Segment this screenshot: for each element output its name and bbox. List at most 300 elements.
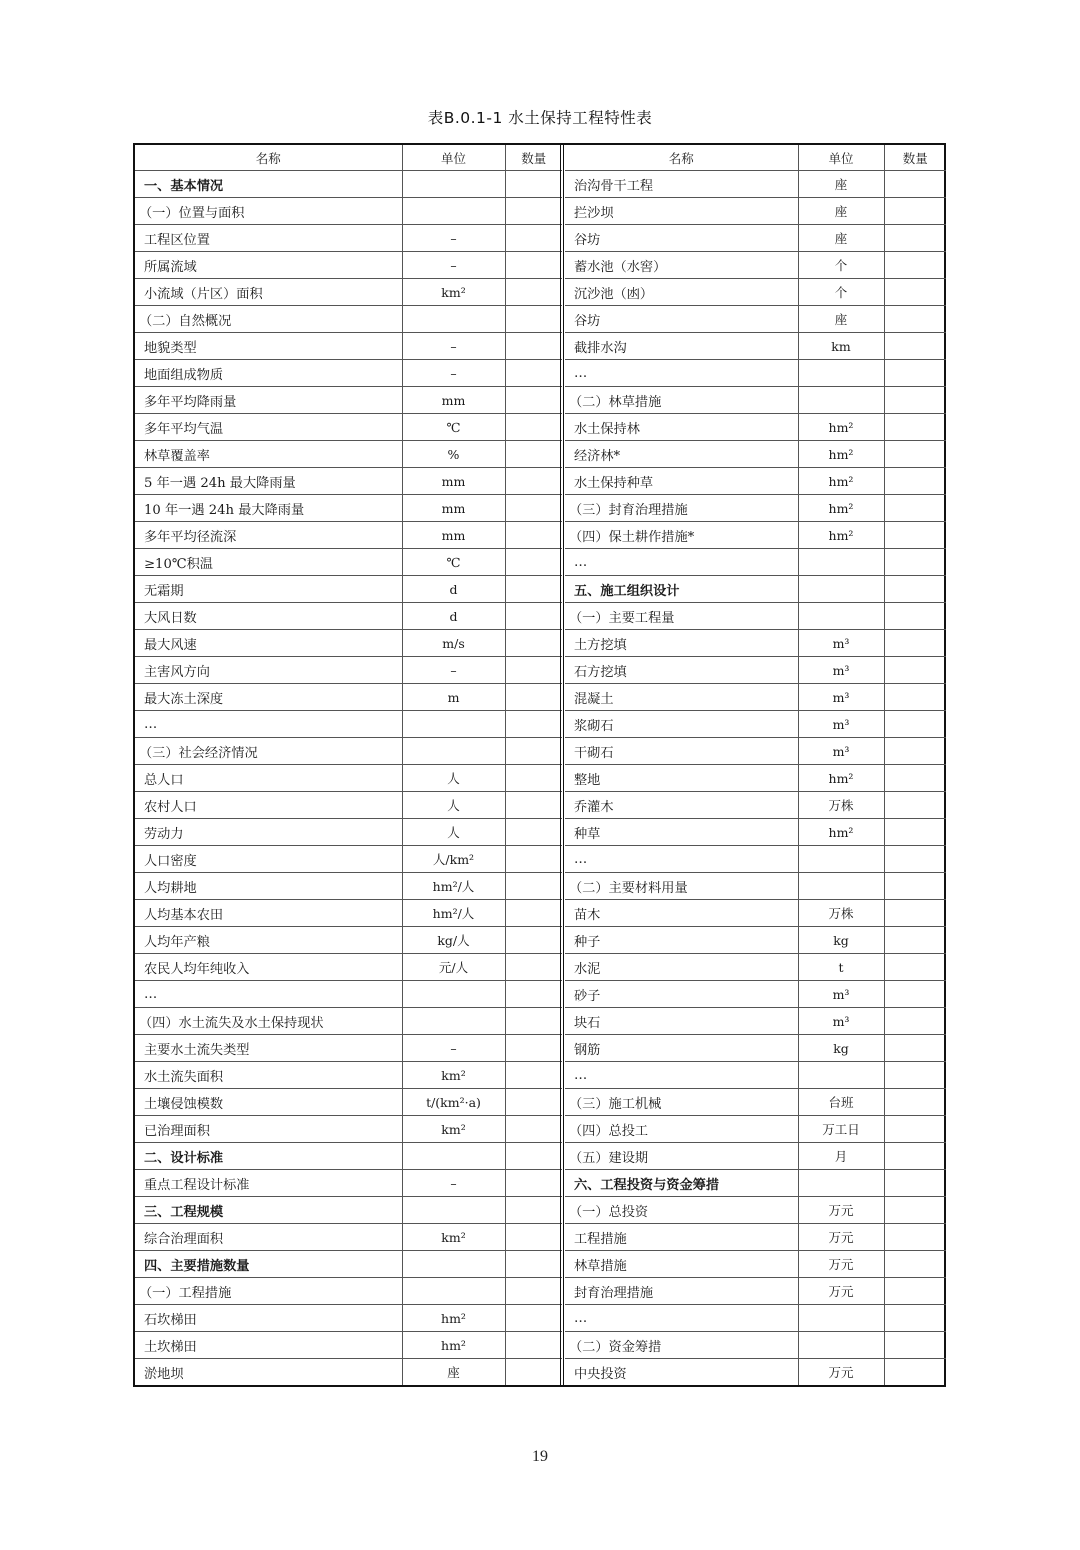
row-unit: % [402, 441, 505, 468]
row-name: 总人口 [135, 765, 402, 792]
row-unit: – [402, 1035, 505, 1062]
table-row [135, 333, 562, 360]
row-name: 石坎梯田 [135, 1305, 402, 1332]
row-unit [402, 1197, 505, 1224]
table-row [135, 1251, 562, 1278]
row-quantity [884, 495, 946, 522]
table-row [135, 1224, 562, 1251]
row-unit: 月 [798, 1143, 884, 1170]
row-quantity [884, 333, 946, 360]
row-name: 砂子 [565, 981, 798, 1008]
row-quantity [505, 954, 562, 981]
row-name: 块石 [565, 1008, 798, 1035]
row-quantity [884, 927, 946, 954]
table-row [565, 1251, 946, 1278]
row-name: 农村人口 [135, 792, 402, 819]
row-quantity [884, 1359, 946, 1386]
row-quantity [505, 846, 562, 873]
row-unit: 个 [798, 252, 884, 279]
row-unit: 万元 [798, 1278, 884, 1305]
row-name: 整地 [565, 765, 798, 792]
row-name: （四）保土耕作措施* [565, 522, 798, 549]
row-name: … [565, 360, 798, 387]
row-quantity [884, 1170, 946, 1197]
table-row [565, 1197, 946, 1224]
row-unit: ℃ [402, 414, 505, 441]
row-quantity [505, 765, 562, 792]
table-row [135, 684, 562, 711]
table-row [135, 954, 562, 981]
row-unit: hm²/人 [402, 900, 505, 927]
row-name: 三、工程规模 [135, 1197, 402, 1224]
row-name: … [565, 1305, 798, 1332]
table-row [565, 819, 946, 846]
row-name: 经济林* [565, 441, 798, 468]
row-name: … [565, 846, 798, 873]
row-unit: 万株 [798, 792, 884, 819]
row-unit [798, 873, 884, 900]
row-name: 水泥 [565, 954, 798, 981]
row-unit [798, 603, 884, 630]
row-name: 人均基本农田 [135, 900, 402, 927]
row-quantity [505, 225, 562, 252]
double-divider [560, 145, 564, 1385]
row-quantity [505, 738, 562, 765]
table-row [135, 468, 562, 495]
row-name: 最大冻土深度 [135, 684, 402, 711]
row-unit [798, 1332, 884, 1359]
row-name: （三）施工机械 [565, 1089, 798, 1116]
header-name: 名称 [565, 145, 798, 171]
row-unit [402, 1278, 505, 1305]
row-quantity [884, 441, 946, 468]
row-quantity [505, 387, 562, 414]
row-unit: hm² [798, 819, 884, 846]
row-name: 拦沙坝 [565, 198, 798, 225]
row-quantity [884, 576, 946, 603]
row-unit: 万元 [798, 1197, 884, 1224]
row-name: 乔灌木 [565, 792, 798, 819]
row-unit: d [402, 576, 505, 603]
row-unit: 座 [798, 225, 884, 252]
row-name: 谷坊 [565, 306, 798, 333]
row-quantity [884, 360, 946, 387]
table-row [565, 954, 946, 981]
row-unit [798, 1170, 884, 1197]
row-name: 林草措施 [565, 1251, 798, 1278]
row-unit: hm² [798, 441, 884, 468]
row-unit: 万元 [798, 1359, 884, 1386]
row-unit: km [798, 333, 884, 360]
row-quantity [505, 1278, 562, 1305]
row-unit: t/(km²·a) [402, 1089, 505, 1116]
row-name: 地貌类型 [135, 333, 402, 360]
row-unit: 万株 [798, 900, 884, 927]
row-name: 六、工程投资与资金筹措 [565, 1170, 798, 1197]
row-name: 地面组成物质 [135, 360, 402, 387]
row-unit: 万元 [798, 1251, 884, 1278]
table-row [565, 630, 946, 657]
row-unit [798, 576, 884, 603]
table-row [135, 1197, 562, 1224]
row-name: 中央投资 [565, 1359, 798, 1386]
table-row [565, 198, 946, 225]
row-quantity [884, 873, 946, 900]
row-quantity [505, 657, 562, 684]
table-row [135, 1332, 562, 1359]
table-row [565, 738, 946, 765]
row-quantity [884, 603, 946, 630]
row-quantity [884, 1224, 946, 1251]
row-quantity [505, 873, 562, 900]
row-unit [402, 306, 505, 333]
row-unit: kg [798, 1035, 884, 1062]
row-name: 10 年一遇 24h 最大降雨量 [135, 495, 402, 522]
row-name: 混凝土 [565, 684, 798, 711]
table-row [565, 225, 946, 252]
row-quantity [505, 1143, 562, 1170]
table-row [135, 306, 562, 333]
row-unit [402, 711, 505, 738]
row-name: 五、施工组织设计 [565, 576, 798, 603]
table-row [135, 1305, 562, 1332]
header-row [565, 145, 946, 171]
row-unit: mm [402, 387, 505, 414]
row-quantity [884, 549, 946, 576]
row-quantity [505, 549, 562, 576]
table-row [565, 1305, 946, 1332]
table-row [135, 198, 562, 225]
row-quantity [884, 1008, 946, 1035]
row-name: 5 年一遇 24h 最大降雨量 [135, 468, 402, 495]
table-row [565, 1089, 946, 1116]
table-row [565, 414, 946, 441]
row-quantity [884, 900, 946, 927]
header-unit: 单位 [402, 145, 505, 171]
table-row [565, 603, 946, 630]
table-row [565, 657, 946, 684]
table-row [135, 846, 562, 873]
row-quantity [505, 1062, 562, 1089]
table-row [565, 1008, 946, 1035]
table-row [565, 846, 946, 873]
row-unit [402, 1251, 505, 1278]
row-name: 蓄水池（水窖） [565, 252, 798, 279]
row-name: 种子 [565, 927, 798, 954]
row-unit [798, 1062, 884, 1089]
row-unit: 人 [402, 819, 505, 846]
row-unit: km² [402, 1224, 505, 1251]
row-unit: m/s [402, 630, 505, 657]
row-quantity [505, 1035, 562, 1062]
row-unit [798, 1305, 884, 1332]
row-name: （四）总投工 [565, 1116, 798, 1143]
row-unit [402, 1008, 505, 1035]
row-quantity [505, 1008, 562, 1035]
table-row [135, 549, 562, 576]
row-quantity [505, 1305, 562, 1332]
row-quantity [884, 1332, 946, 1359]
row-unit [402, 171, 505, 198]
row-quantity [884, 468, 946, 495]
row-name: （一）位置与面积 [135, 198, 402, 225]
row-name: 无霜期 [135, 576, 402, 603]
row-unit: 个 [798, 279, 884, 306]
table-row [565, 333, 946, 360]
row-unit: 座 [402, 1359, 505, 1386]
table-row [565, 1062, 946, 1089]
row-unit: 元/人 [402, 954, 505, 981]
row-unit: m³ [798, 738, 884, 765]
row-unit: ℃ [402, 549, 505, 576]
row-quantity [505, 468, 562, 495]
characteristics-table [133, 143, 946, 1387]
table-row [565, 387, 946, 414]
row-quantity [505, 1224, 562, 1251]
right-table [565, 145, 946, 1385]
row-name: 重点工程设计标准 [135, 1170, 402, 1197]
table-title: 表B.0.1-1 水土保持工程特性表 [427, 109, 653, 127]
row-name: （一）总投资 [565, 1197, 798, 1224]
table-row [565, 1332, 946, 1359]
row-unit: – [402, 360, 505, 387]
row-quantity [505, 306, 562, 333]
table-row [135, 225, 562, 252]
row-quantity [505, 792, 562, 819]
header-unit: 单位 [798, 145, 884, 171]
row-unit: hm² [798, 468, 884, 495]
row-quantity [505, 927, 562, 954]
row-unit: kg/人 [402, 927, 505, 954]
table-row [565, 873, 946, 900]
table-row [135, 1170, 562, 1197]
table-row [565, 252, 946, 279]
row-name: 治沟骨干工程 [565, 171, 798, 198]
row-unit: d [402, 603, 505, 630]
row-quantity [505, 1116, 562, 1143]
table-row [565, 576, 946, 603]
left-table-half [135, 145, 562, 1385]
row-unit: km² [402, 1116, 505, 1143]
table-row [135, 1278, 562, 1305]
row-quantity [884, 1143, 946, 1170]
row-quantity [884, 765, 946, 792]
row-unit: 人 [402, 792, 505, 819]
row-unit: mm [402, 522, 505, 549]
table-row [565, 279, 946, 306]
row-quantity [505, 252, 562, 279]
row-quantity [505, 1197, 562, 1224]
row-unit [402, 738, 505, 765]
header-name: 名称 [135, 145, 402, 171]
row-quantity [884, 711, 946, 738]
table-row [135, 252, 562, 279]
table-row [135, 603, 562, 630]
row-unit: m³ [798, 711, 884, 738]
row-quantity [884, 522, 946, 549]
row-quantity [505, 360, 562, 387]
row-unit [798, 360, 884, 387]
table-row [135, 1143, 562, 1170]
row-quantity [505, 333, 562, 360]
table-row [135, 765, 562, 792]
row-quantity [505, 414, 562, 441]
row-name: 小流域（片区）面积 [135, 279, 402, 306]
table-row [135, 927, 562, 954]
row-name: 谷坊 [565, 225, 798, 252]
table-row [565, 684, 946, 711]
table-row [135, 792, 562, 819]
row-unit: – [402, 657, 505, 684]
row-unit: – [402, 225, 505, 252]
table-row [565, 981, 946, 1008]
table-row [565, 792, 946, 819]
row-quantity [884, 1251, 946, 1278]
table-row [135, 819, 562, 846]
row-quantity [505, 1332, 562, 1359]
row-quantity [884, 819, 946, 846]
row-unit: 万元 [798, 1224, 884, 1251]
row-name: 工程措施 [565, 1224, 798, 1251]
row-quantity [884, 225, 946, 252]
row-unit: km² [402, 1062, 505, 1089]
row-unit: mm [402, 468, 505, 495]
table-row [565, 1170, 946, 1197]
row-unit: 座 [798, 306, 884, 333]
table-row [565, 1278, 946, 1305]
table-row [565, 171, 946, 198]
row-name: （一）工程措施 [135, 1278, 402, 1305]
row-quantity [505, 1251, 562, 1278]
table-row [565, 306, 946, 333]
row-unit: m³ [798, 981, 884, 1008]
row-name: 多年平均气温 [135, 414, 402, 441]
row-name: 水土流失面积 [135, 1062, 402, 1089]
row-name: 四、主要措施数量 [135, 1251, 402, 1278]
row-unit: m³ [798, 1008, 884, 1035]
row-name: 林草覆盖率 [135, 441, 402, 468]
row-name: … [565, 549, 798, 576]
row-name: 封育治理措施 [565, 1278, 798, 1305]
row-quantity [505, 1170, 562, 1197]
row-unit: – [402, 252, 505, 279]
row-quantity [884, 1278, 946, 1305]
row-unit: 人 [402, 765, 505, 792]
row-name: 水土保持林 [565, 414, 798, 441]
row-name: 最大风速 [135, 630, 402, 657]
row-quantity [884, 252, 946, 279]
row-quantity [505, 1359, 562, 1386]
row-unit: hm² [798, 522, 884, 549]
row-name: 钢筋 [565, 1035, 798, 1062]
header-row [135, 145, 562, 171]
row-name: 人口密度 [135, 846, 402, 873]
row-quantity [884, 846, 946, 873]
table-row [135, 387, 562, 414]
table-row [565, 1143, 946, 1170]
row-quantity [884, 1089, 946, 1116]
row-unit: hm² [402, 1332, 505, 1359]
table-row [565, 1035, 946, 1062]
row-unit [402, 1143, 505, 1170]
row-unit: hm² [798, 495, 884, 522]
table-row [565, 522, 946, 549]
table-row [135, 981, 562, 1008]
row-name: 土方挖填 [565, 630, 798, 657]
row-unit: hm² [402, 1305, 505, 1332]
table-row [135, 738, 562, 765]
table-row [565, 549, 946, 576]
row-unit: 台班 [798, 1089, 884, 1116]
row-name: （二）资金筹措 [565, 1332, 798, 1359]
row-unit: kg [798, 927, 884, 954]
table-row [135, 576, 562, 603]
table-row [565, 765, 946, 792]
table-row [135, 414, 562, 441]
table-row [135, 279, 562, 306]
row-name: 淤地坝 [135, 1359, 402, 1386]
table-row [135, 495, 562, 522]
table-row [565, 360, 946, 387]
table-row [135, 522, 562, 549]
row-quantity [884, 981, 946, 1008]
table-row [135, 1008, 562, 1035]
table-row [565, 1116, 946, 1143]
row-name: 主害风方向 [135, 657, 402, 684]
table-row [135, 873, 562, 900]
row-unit: – [402, 1170, 505, 1197]
row-name: 石方挖填 [565, 657, 798, 684]
row-name: … [135, 981, 402, 1008]
table-row [135, 657, 562, 684]
row-quantity [884, 954, 946, 981]
table-row [135, 360, 562, 387]
table-row [135, 1035, 562, 1062]
row-name: 二、设计标准 [135, 1143, 402, 1170]
table-row [135, 711, 562, 738]
row-unit: m³ [798, 684, 884, 711]
row-quantity [884, 198, 946, 225]
row-name: 所属流域 [135, 252, 402, 279]
row-quantity [505, 819, 562, 846]
row-unit: m [402, 684, 505, 711]
row-quantity [505, 711, 562, 738]
row-name: 干砌石 [565, 738, 798, 765]
row-name: 人均耕地 [135, 873, 402, 900]
row-quantity [505, 576, 562, 603]
row-unit [798, 387, 884, 414]
table-row [135, 171, 562, 198]
row-name: 已治理面积 [135, 1116, 402, 1143]
row-unit: 座 [798, 198, 884, 225]
table-row [135, 1062, 562, 1089]
row-name: 沉沙池（凼） [565, 279, 798, 306]
row-quantity [884, 171, 946, 198]
row-quantity [505, 684, 562, 711]
table-row [565, 495, 946, 522]
row-name: （三）社会经济情况 [135, 738, 402, 765]
row-name: 人均年产粮 [135, 927, 402, 954]
header-qty: 数量 [884, 145, 946, 171]
row-quantity [884, 387, 946, 414]
row-quantity [884, 1197, 946, 1224]
row-name: … [565, 1062, 798, 1089]
table-row [135, 441, 562, 468]
row-name: （二）自然概况 [135, 306, 402, 333]
row-name: … [135, 711, 402, 738]
row-quantity [505, 171, 562, 198]
row-quantity [884, 738, 946, 765]
